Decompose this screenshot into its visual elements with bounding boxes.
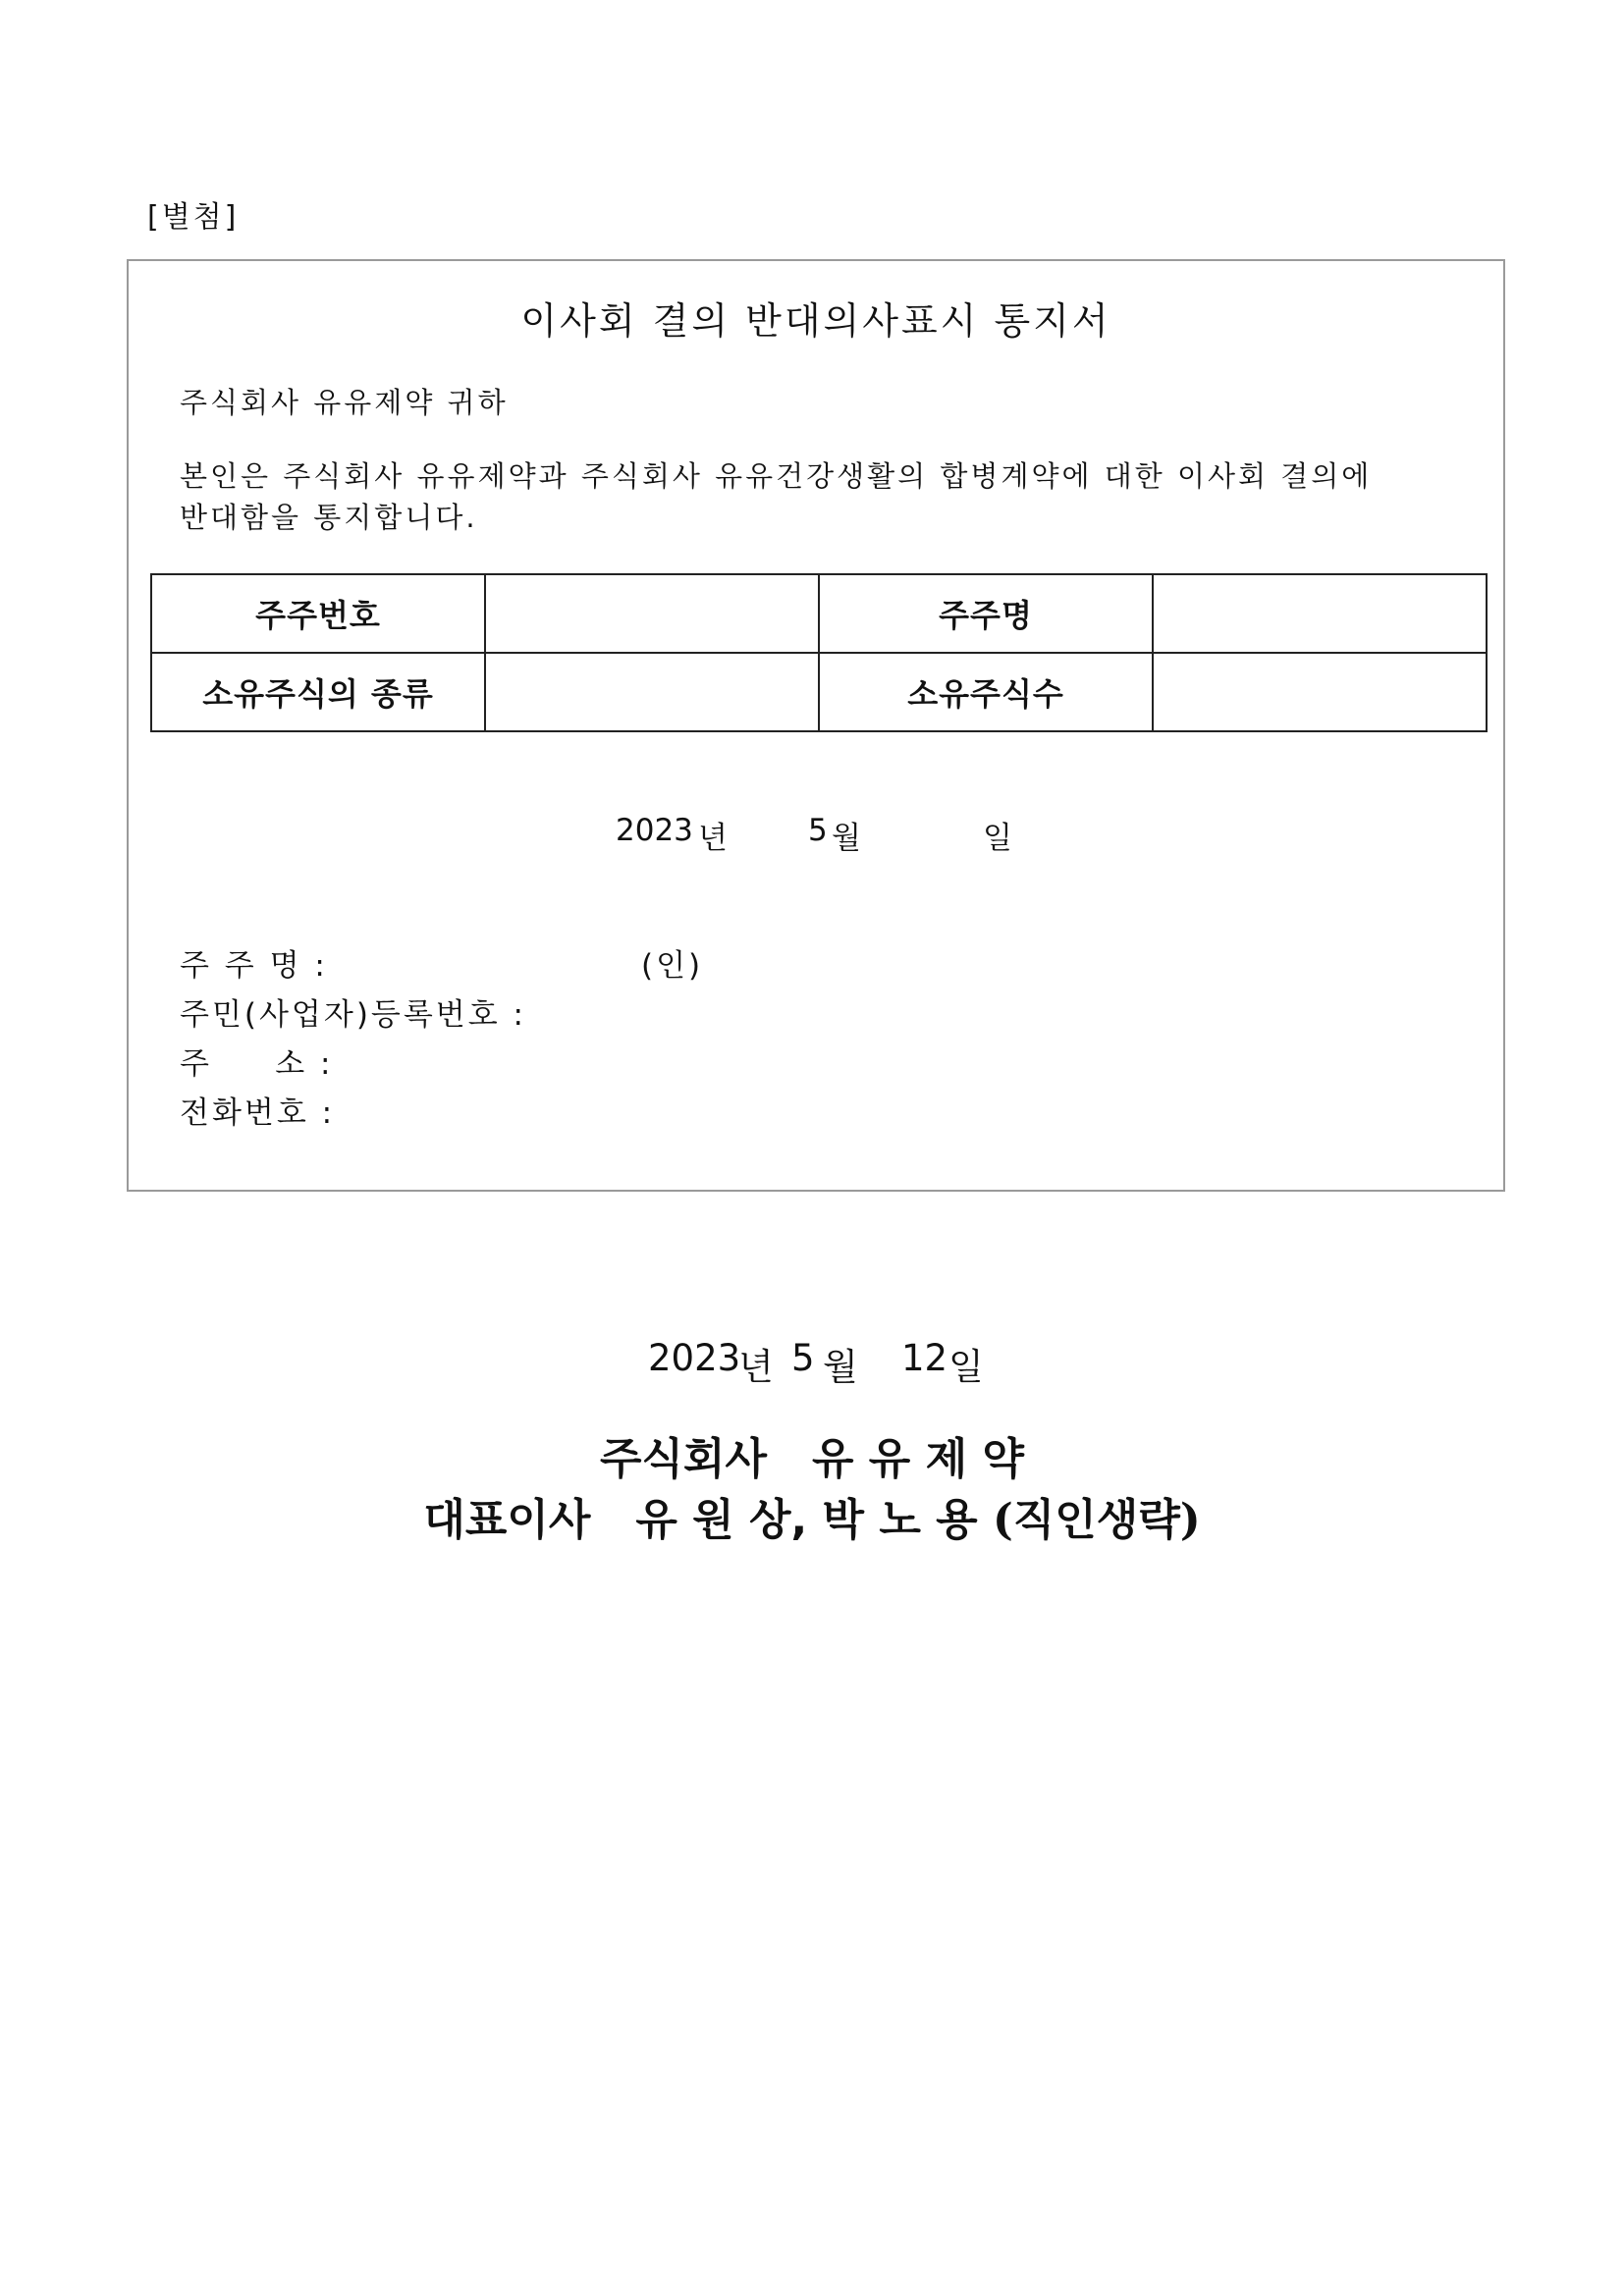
seal-omitted-note: (직인생략) (992, 1495, 1201, 1545)
issue-date-day-unit: 일 (948, 1346, 984, 1388)
form-date-day-unit: 일 (983, 821, 1012, 856)
representative-line (0, 1484, 1624, 1547)
address-line: 주 소 : (180, 1046, 334, 1082)
form-date-year-unit: 년 (698, 821, 728, 856)
share-count-field[interactable] (1153, 653, 1487, 731)
company-name: 주식회사 유 유 제 약 (600, 1434, 1024, 1484)
form-title: 이사회 결의 반대의사표시 통지서 (520, 299, 1111, 343)
share-type-label: 소유주식의 종류 (151, 653, 485, 731)
form-date-month: 5 (808, 813, 828, 848)
shareholder-info-table (150, 573, 1488, 732)
issue-date-year-unit: 년 (738, 1346, 774, 1388)
phone-line: 전화번호 : (180, 1095, 336, 1131)
notice-body (180, 455, 1456, 538)
addressee: 주식회사 유유제약 귀하 (180, 386, 509, 419)
shareholder-name-label: 주주명 (819, 574, 1153, 653)
form-date-year: 2023 (616, 813, 693, 848)
notice-body-line: 반대함을 통지합니다. (180, 501, 478, 534)
attachment-label: [별첨] (147, 200, 240, 235)
table-row (151, 653, 1487, 731)
issue-date-day: 12 (901, 1337, 948, 1379)
table-row (151, 574, 1487, 653)
issue-date-year: 2023 (648, 1337, 741, 1379)
share-type-field[interactable] (485, 653, 819, 731)
registration-number-line: 주민(사업자)등록번호 : (180, 997, 526, 1033)
notice-body-line: 본인은 주식회사 유유제약과 주식회사 유유건강생활의 합병계약에 대한 이사회 결의에 (180, 459, 1373, 493)
shareholder-name-line: 주 주 명 : (180, 948, 328, 984)
shareholder-number-field[interactable] (485, 574, 819, 653)
shareholder-name-field[interactable] (1153, 574, 1487, 653)
issue-date-month: 5 (791, 1337, 815, 1379)
form-date-month-unit: 월 (832, 821, 861, 856)
seal-mark: (인) (641, 948, 704, 984)
shareholder-number-label: 주주번호 (151, 574, 485, 653)
share-count-label: 소유주식수 (819, 653, 1153, 731)
representative-names: 대표이사 유 원 상, 박 노 용 (423, 1495, 978, 1545)
issue-date-month-unit: 월 (823, 1346, 858, 1388)
notice-form (127, 259, 1505, 1192)
